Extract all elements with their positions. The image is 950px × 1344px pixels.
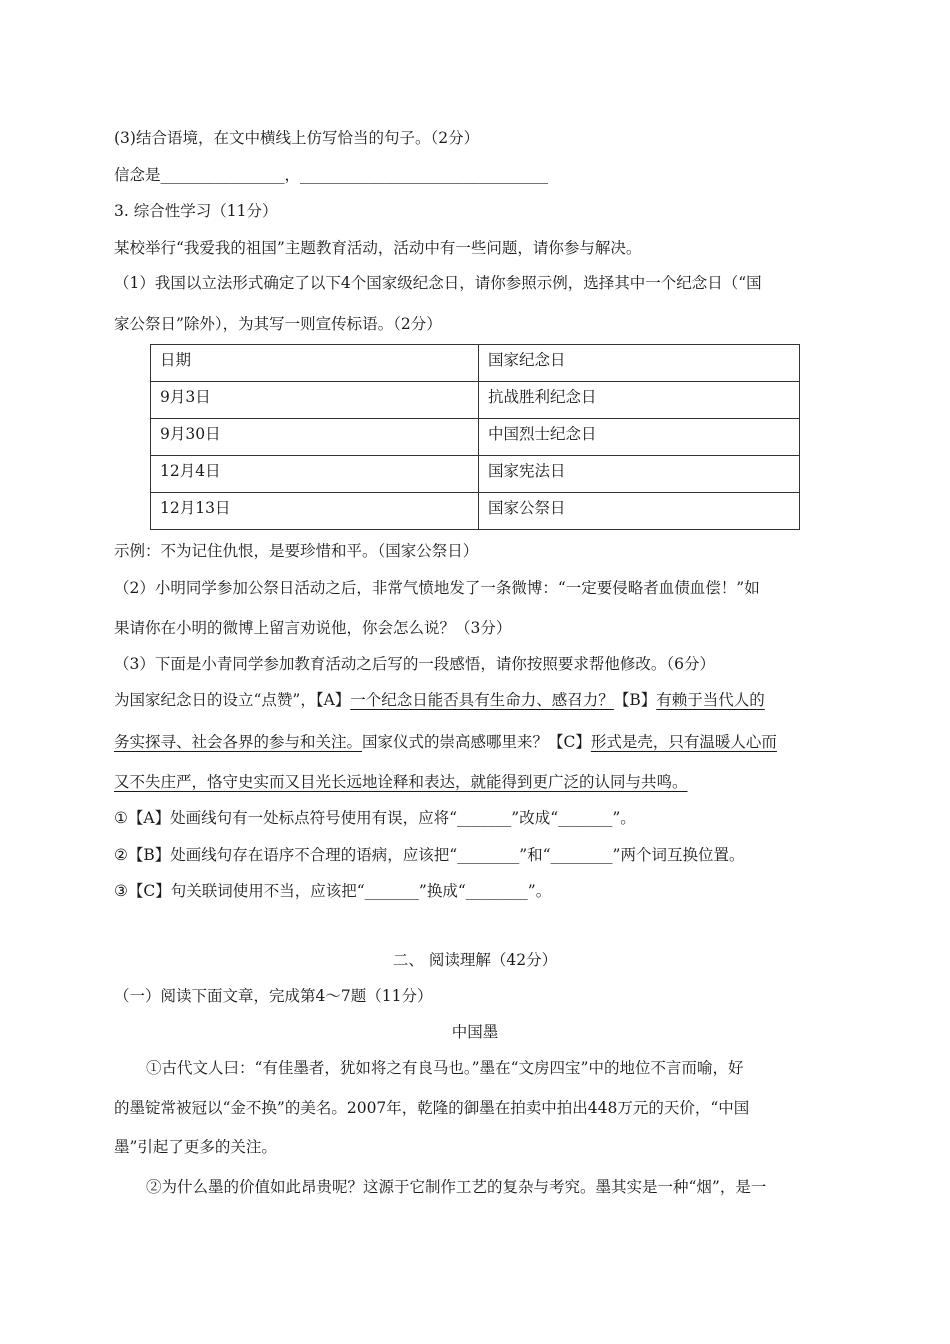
article-title: 中国墨 — [451, 1023, 499, 1041]
section-3-title: 3. 综合性学习（11分） — [114, 202, 278, 220]
underlined-sentence-c-cont: 又不失庄严，恪守史实而又目光长远地诠释和表达，就能得到更广泛的认同与共鸣。 — [114, 773, 688, 791]
table-cell-day: 抗战胜利纪念日 — [479, 382, 800, 419]
slogan-example: 示例：不为记住仇恨，是要珍惜和平。（国家公祭日） — [114, 542, 479, 560]
question-3-sub-3: (3)结合语境，在文中横线上仿写恰当的句子。（2分） — [114, 129, 480, 147]
question-2-line-1: （2）小明同学参加公祭日活动之后，非常气愤地发了一条微博：“一定要侵略者血债血偿！”如 — [114, 579, 760, 597]
task-2: ②【B】处画线句存在语序不合理的语病，应该把“________”和“________”两个词互换位置。 — [114, 846, 745, 864]
question-1-line-2: 家公祭日”除外），为其写一则宣传标语。（2分） — [114, 315, 442, 333]
table-row — [151, 493, 800, 530]
underlined-sentence-b-cont: 务实探寻、社会各界的参与和关注。 — [114, 733, 363, 751]
passage-line-2 — [114, 732, 777, 752]
reading-1-intro: （一）阅读下面文章，完成第4～7题（11分） — [114, 987, 433, 1005]
table-header-row — [151, 345, 800, 382]
passage-text: 为国家纪念日的设立“点赞”，【A】 — [114, 691, 351, 709]
question-3-intro: （3）下面是小青同学参加教育活动之后写的一段感悟，请你按照要求帮他修改。（6分） — [114, 655, 715, 673]
table-row — [151, 456, 800, 493]
question-2-line-2: 果请你在小明的微博上留言劝说他，你会怎么说？（3分） — [114, 619, 512, 637]
memorial-days-table — [150, 344, 800, 530]
table-row — [151, 419, 800, 456]
passage-mark-b: 【B】 — [613, 691, 657, 709]
belief-fill-line: 信念是________________，________________________________ — [114, 166, 549, 184]
passage-line-3 — [114, 772, 688, 792]
paragraph-1-line-2: 的墨锭常被冠以“金不换”的美名。2007年，乾隆的御墨在拍卖中拍出448万元的天价，“中国 — [114, 1099, 750, 1117]
passage-line-1 — [114, 690, 765, 710]
paragraph-2-line-1: ②为什么墨的价值如此昂贵呢？这源于它制作工艺的复杂与考究。墨其实是一种“烟”，是一 — [146, 1178, 767, 1196]
table-cell-day: 中国烈士纪念日 — [479, 419, 800, 456]
task-3: ③【C】句关联词使用不当，应该把“_______”换成“________”。 — [114, 882, 552, 900]
table-header-cell: 日期 — [151, 345, 479, 382]
underlined-sentence-c: 形式是壳，只有温暖人心而 — [590, 733, 777, 751]
table-cell-date: 12月13日 — [151, 493, 479, 530]
section-3-intro: 某校举行“我爱我的祖国”主题教育活动，活动中有一些问题，请你参与解决。 — [114, 239, 642, 257]
question-1-line-1: （1）我国以立法形式确定了以下4个国家级纪念日，请你参照示例，选择其中一个纪念日（“国 — [114, 274, 762, 292]
table-header-cell: 国家纪念日 — [479, 345, 800, 382]
part-2-title: 二、 阅读理解（42分） — [392, 951, 558, 969]
table-cell-date: 9月3日 — [151, 382, 479, 419]
table-cell-day: 国家宪法日 — [479, 456, 800, 493]
table-row — [151, 382, 800, 419]
passage-text: 国家仪式的崇高感哪里来？【C】 — [362, 733, 591, 751]
underlined-sentence-b: 有赖于当代人的 — [656, 691, 765, 709]
paragraph-1-line-3: 墨”引起了更多的关注。 — [114, 1138, 277, 1156]
table-cell-day: 国家公祭日 — [479, 493, 800, 530]
paragraph-1-line-1: ①古代文人曰：“有佳墨者，犹如将之有良马也。”墨在“文房四宝”中的地位不言而喻，好 — [146, 1059, 744, 1077]
task-1: ①【A】处画线句有一处标点符号使用有误，应将“_______”改成“_______”。 — [114, 809, 636, 827]
underlined-sentence-a: 一个纪念日能否具有生命力、感召力？ — [350, 691, 614, 709]
table-cell-date: 12月4日 — [151, 456, 479, 493]
table-cell-date: 9月30日 — [151, 419, 479, 456]
